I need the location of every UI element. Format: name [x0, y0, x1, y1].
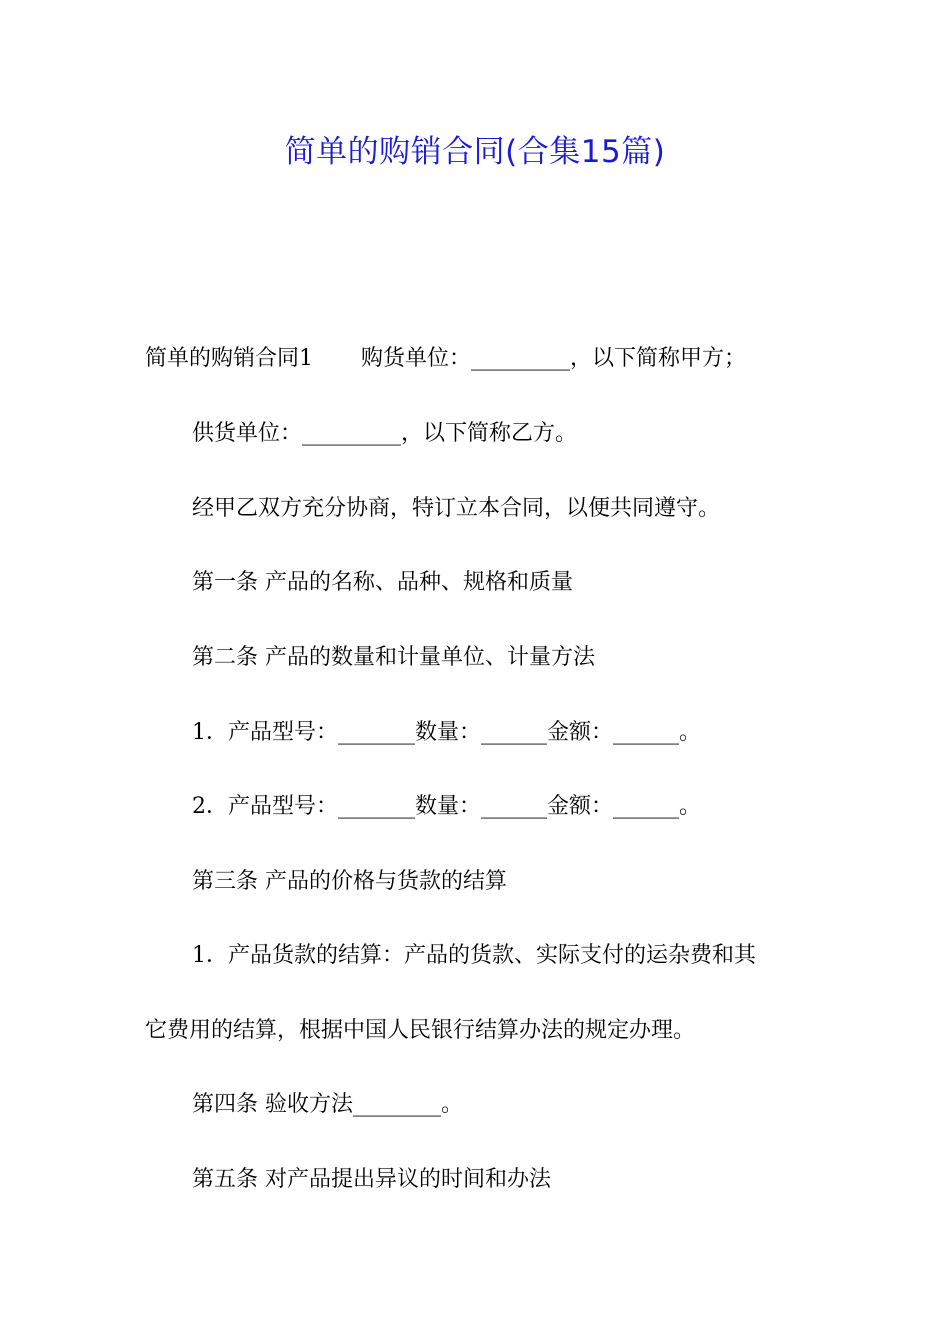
product-line-1: 1．产品型号：_______数量：______金额：______。: [192, 720, 701, 745]
settlement-line-2: 它费用的结算，根据中国人民银行结算办法的规定办理。: [145, 1018, 696, 1043]
settlement-line-1: 1．产品货款的结算：产品的货款、实际支付的运杂费和其: [192, 943, 756, 968]
paragraph-1: [145, 344, 746, 374]
article-1-heading: 第一条 产品的名称、品种、规格和质量: [192, 570, 573, 595]
contract-heading: 简单的购销合同1: [145, 346, 313, 371]
article-4-heading: 第四条 验收方法________。: [192, 1092, 463, 1117]
supplier-line: 供货单位：_________，以下简称乙方。: [192, 421, 578, 446]
buyer-line: 购货单位：_________，以下简称甲方；: [361, 346, 747, 371]
article-2-heading: 第二条 产品的数量和计量单位、计量方法: [192, 645, 595, 670]
article-5-heading: 第五条 对产品提出异议的时间和办法: [192, 1167, 551, 1192]
article-3-heading: 第三条 产品的价格与货款的结算: [192, 869, 507, 894]
agreement-line: 经甲乙双方充分协商，特订立本合同，以便共同遵守。: [192, 496, 721, 521]
product-line-2: 2．产品型号：_______数量：______金额：______。: [192, 794, 701, 819]
document-title: 简单的购销合同(合集15篇): [284, 134, 666, 170]
